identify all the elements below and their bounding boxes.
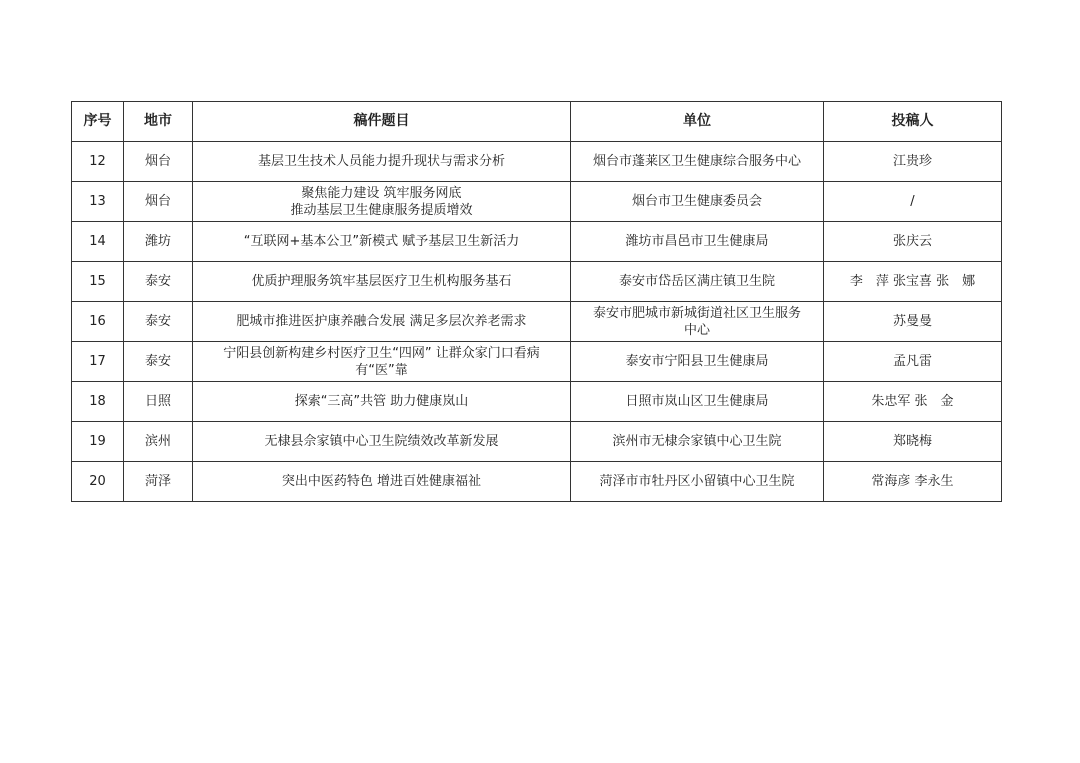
cell-unit-line: 泰安市岱岳区满庄镇卫生院 (618, 274, 775, 289)
cell-title-line: “互联网+基本公卫”新模式 赋予基层卫生新活力 (243, 234, 520, 249)
cell-title-line: 聚焦能力建设 筑牢服务网底 (301, 185, 462, 201)
cell-title-line: 推动基层卫生健康服务提质增效 (290, 202, 473, 218)
cell-city: 泰安 (124, 342, 193, 382)
cell-author: 李 萍 张宝喜 张 娜 (824, 262, 1002, 302)
cell-unit (571, 302, 824, 342)
cell-number: 12 (72, 142, 124, 182)
table-row (72, 182, 1002, 222)
cell-title-line: 宁阳县创新构建乡村医疗卫生“四网” 让群众家门口看病 (223, 345, 540, 361)
cell-unit-line: 菏泽市市牡丹区小留镇中心卫生院 (599, 474, 795, 489)
header-city: 地市 (124, 102, 193, 142)
cell-city: 泰安 (124, 302, 193, 342)
cell-title (193, 342, 571, 382)
table-row (72, 422, 1002, 462)
cell-unit-line: 泰安市肥城市新城街道社区卫生服务 (592, 305, 801, 321)
cell-city: 日照 (124, 382, 193, 422)
cell-unit (571, 142, 824, 182)
table-row (72, 142, 1002, 182)
table-row (72, 342, 1002, 382)
cell-title-line: 肥城市推进医护康养融合发展 满足多层次养老需求 (236, 314, 527, 329)
cell-city: 滨州 (124, 422, 193, 462)
cell-number: 20 (72, 462, 124, 502)
cell-title-line: 突出中医药特色 增进百姓健康福祉 (281, 474, 482, 489)
cell-number: 14 (72, 222, 124, 262)
cell-title (193, 262, 571, 302)
cell-unit (571, 422, 824, 462)
cell-unit-line: 烟台市蓬莱区卫生健康综合服务中心 (592, 154, 801, 169)
cell-author: 孟凡雷 (824, 342, 1002, 382)
cell-title (193, 382, 571, 422)
submission-table (71, 101, 1002, 502)
cell-unit-line: 中心 (683, 322, 710, 338)
cell-author: 朱忠军 张 金 (824, 382, 1002, 422)
cell-city: 菏泽 (124, 462, 193, 502)
header-row (72, 102, 1002, 142)
cell-author: 郑晓梅 (824, 422, 1002, 462)
cell-title-line: 基层卫生技术人员能力提升现状与需求分析 (257, 154, 505, 169)
cell-author: / (824, 182, 1002, 222)
cell-number: 16 (72, 302, 124, 342)
table-row (72, 302, 1002, 342)
cell-number: 17 (72, 342, 124, 382)
cell-unit (571, 262, 824, 302)
cell-title-line: 无棣县佘家镇中心卫生院绩效改革新发展 (264, 434, 499, 449)
cell-title (193, 222, 571, 262)
cell-author: 苏曼曼 (824, 302, 1002, 342)
header-unit: 单位 (571, 102, 824, 142)
header-title: 稿件题目 (193, 102, 571, 142)
table-row (72, 382, 1002, 422)
cell-unit-line: 日照市岚山区卫生健康局 (625, 394, 769, 409)
cell-city: 烟台 (124, 182, 193, 222)
table-body (72, 142, 1002, 502)
header-author: 投稿人 (824, 102, 1002, 142)
cell-number: 18 (72, 382, 124, 422)
cell-unit-line: 泰安市宁阳县卫生健康局 (625, 354, 769, 369)
cell-unit-line: 烟台市卫生健康委员会 (631, 194, 762, 209)
cell-title-line: 优质护理服务筑牢基层医疗卫生机构服务基石 (251, 274, 512, 289)
cell-title (193, 462, 571, 502)
cell-author: 张庆云 (824, 222, 1002, 262)
cell-unit-line: 滨州市无棣佘家镇中心卫生院 (612, 434, 782, 449)
cell-city: 潍坊 (124, 222, 193, 262)
header-number: 序号 (72, 102, 124, 142)
cell-unit (571, 462, 824, 502)
cell-number: 15 (72, 262, 124, 302)
cell-number: 19 (72, 422, 124, 462)
cell-city: 烟台 (124, 142, 193, 182)
table-row (72, 462, 1002, 502)
cell-author: 江贵珍 (824, 142, 1002, 182)
cell-unit (571, 382, 824, 422)
cell-title (193, 142, 571, 182)
cell-author: 常海彦 李永生 (824, 462, 1002, 502)
cell-city: 泰安 (124, 262, 193, 302)
table-row (72, 262, 1002, 302)
table-row (72, 222, 1002, 262)
cell-unit-line: 潍坊市昌邑市卫生健康局 (625, 234, 769, 249)
cell-title-line: 有“医”靠 (355, 362, 408, 378)
cell-title-line: 探索“三高”共管 助力健康岚山 (294, 394, 469, 409)
cell-title (193, 302, 571, 342)
table-header (72, 102, 1002, 142)
cell-unit (571, 182, 824, 222)
cell-number: 13 (72, 182, 124, 222)
cell-title (193, 182, 571, 222)
cell-unit (571, 342, 824, 382)
cell-title (193, 422, 571, 462)
cell-unit (571, 222, 824, 262)
